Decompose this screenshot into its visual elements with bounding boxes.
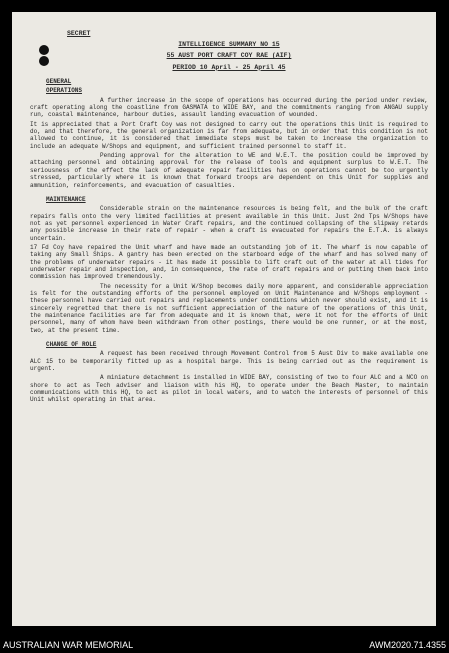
- section-heading-general: GENERAL: [46, 78, 72, 86]
- archive-footer: [0, 638, 449, 653]
- institution-label: AUSTRALIAN WAR MEMORIAL: [3, 640, 134, 650]
- paragraph: The necessity for a Unit W/Shop becomes daily more apparent, and considerable appreciation is felt for the outstanding efforts of the personnel employed on Unit Maintenance and W/Shops employment - these personnel have carried out repairs and replacements under conditions which never should exist, and it is sincerely regretted that there is not sufficient appreciation of the nature of the operations of this Unit, the maintenance facilities are far from adequate and it is known that, were it not for the efforts of Unit personnel, many of whom have been withdrawn from other postings, there would be one runner, or at the most, two, at the present time.: [30, 282, 428, 334]
- paragraph: A request has been received through Movement Control from 5 Aust Div to make available one ALC 15 to be temporarily fitted up as a hospital barge. This is being carried out as the requirement is urgent.: [30, 350, 428, 373]
- document-title: INTELLIGENCE SUMMARY NO 15: [178, 41, 280, 48]
- classification-mark: SECRET: [67, 30, 91, 37]
- accession-number: AWM2020.71.4355: [369, 640, 446, 650]
- section-heading-change-of-role: CHANGE OF ROLE: [46, 341, 97, 349]
- section-heading-maintenance: MAINTENANCE: [46, 195, 86, 203]
- punch-hole-icon: [39, 45, 49, 55]
- paragraph: A miniature detachment is installed in WIDE BAY, consisting of two to four ALC and a NCO on shore to act as Tech adviser and liaison with his HQ, to operate under the Beach Master, to maintain communications with this HQ, to act as pilot in local waters, and to watch the interests of personnel of this Unit whilst operating in that area.: [30, 374, 428, 404]
- section-heading-operations: OPERATIONS: [46, 87, 83, 95]
- paragraph: It is appreciated that a Port Craft Coy was not designed to carry out the operations this Unit is required to do, and that therefore, the general organization is far from adequate, but in order that this condition is not allowed to continue, it is considered that immediate steps must be taken to increase the organization to include an adequate W/Shops and equipment, and sufficient trained personnel to staff it.: [30, 120, 428, 150]
- paragraph: Pending approval for the alteration to WE and W.E.T. the position could be improved by attaching personnel and obtaining approval for the release of tools and equipment surplus to W.E.T. The seriousness of the effect the lack of adequate repair facilities has on operations cannot be too urgently stressed, particularly where it is known that forward troops are dependent on this Unit for supplies and ammunition, reinforcements, and evacuation of casualties.: [30, 152, 428, 189]
- unit-name: 55 AUST PORT CRAFT COY RAE (AIF): [166, 52, 292, 60]
- paragraph: 17 Fd Coy have repaired the Unit wharf and have made an outstanding job of it. The wharf is now capable of taking any Small Ships. A gantry has been erected on the starboard edge of the wharf and has solved many of the problems of underwater repairs - it has made it possible to lift craft out of the water at all tides for underwater repair and inspection, and, in consequence, the rate of craft repairs and or putting them back into commission has improved tremendously.: [30, 243, 428, 281]
- paragraph: A further increase in the scope of operations has occurred during the period under review, craft operating along the coastline from GASMATA to WIDE BAY, and the commitments ranging from ANGAU supply run, coastal maintenance, harbour duties, assault landing evacuation of wounded.: [30, 96, 428, 119]
- document-page: [12, 12, 436, 626]
- punch-hole-icon: [39, 56, 49, 66]
- report-period: PERIOD 10 April - 25 April 45: [172, 63, 286, 71]
- paragraph: Considerable strain on the maintenance resources is being felt, and the bulk of the craft repairs falls onto the very limited facilities at present available in this Unit. Just 2nd Tps W/Shops have not as yet personnel experienced in Water Craft repairs, and the continued collapsing of the slipway retards any possible increase in their rate of repair - when a craft is evacuated for repairs the E.T.A. is always uncertain.: [30, 205, 428, 242]
